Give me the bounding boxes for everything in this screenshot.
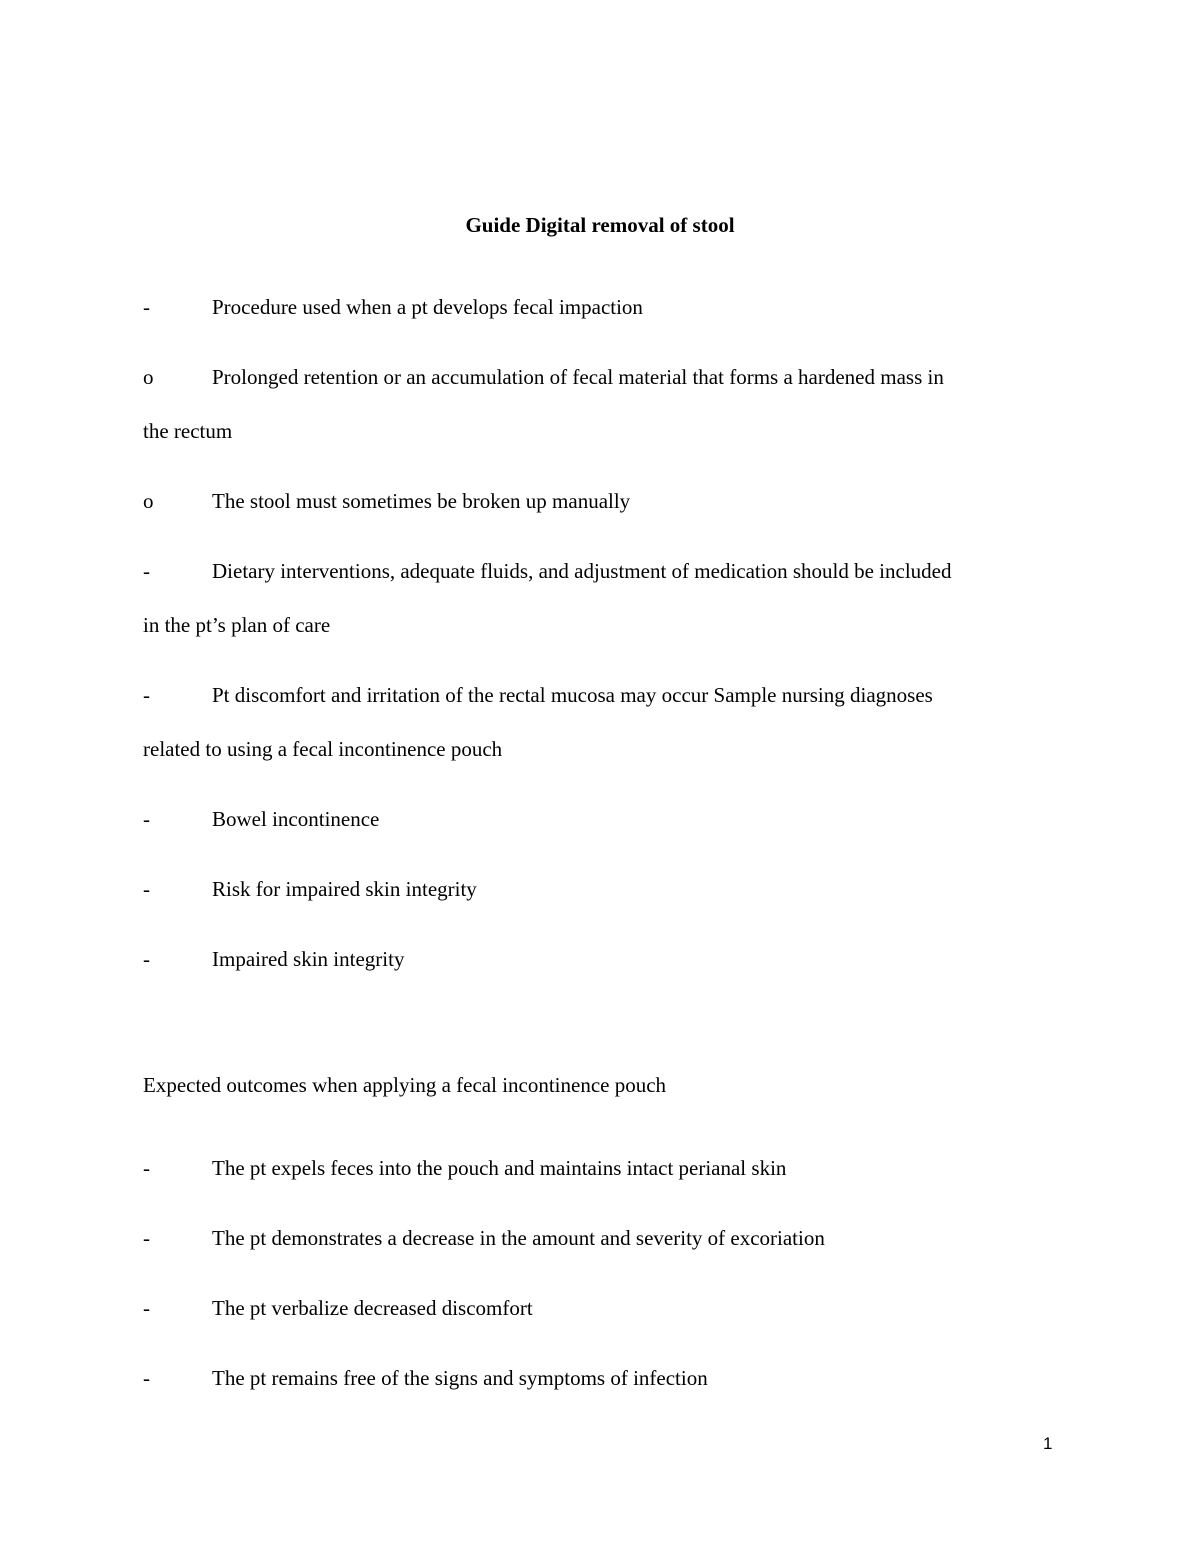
list-item-continuation (143, 404, 1053, 458)
section-2-list (143, 1141, 1053, 1405)
list-item-text: the rectum (143, 419, 233, 443)
list-item (143, 1211, 1053, 1265)
list-marker: - (143, 1156, 150, 1180)
list-item-continuation (143, 598, 1053, 652)
list-marker: o (143, 489, 154, 513)
list-item-text: Procedure used when a pt develops fecal impaction (212, 295, 643, 319)
list-item (143, 792, 1053, 846)
list-item (143, 932, 1053, 986)
list-item-text: The pt expels feces into the pouch and maintains intact perianal skin (212, 1156, 787, 1180)
list-item (143, 280, 1053, 334)
list-item (143, 350, 1053, 404)
section-1-list (143, 280, 1053, 986)
list-marker: - (143, 807, 150, 831)
list-item (143, 1281, 1053, 1335)
list-marker: - (143, 947, 150, 971)
document-title: Guide Digital removal of stool (465, 213, 735, 237)
list-item-text: Bowel incontinence (212, 807, 380, 831)
list-marker: - (143, 877, 150, 901)
page-number: 1 (1043, 1434, 1053, 1453)
list-item (143, 862, 1053, 916)
list-item-text: The pt remains free of the signs and symptoms of infection (212, 1366, 708, 1390)
list-item (143, 474, 1053, 528)
list-marker: - (143, 295, 150, 319)
list-item-text: Risk for impaired skin integrity (212, 877, 477, 901)
list-item-text: The pt verbalize decreased discomfort (212, 1296, 533, 1320)
list-item-text: related to using a fecal incontinence pouch (143, 737, 503, 761)
list-marker: - (143, 1296, 150, 1320)
list-item-text: Pt discomfort and irritation of the rectal mucosa may occur Sample nursing diagnoses (212, 683, 933, 707)
list-item-text: Prolonged retention or an accumulation of fecal material that forms a hardened mass in (212, 365, 944, 389)
section-2-heading: Expected outcomes when applying a fecal incontinence pouch (143, 1073, 667, 1097)
list-item-text: The pt demonstrates a decrease in the amount and severity of excoriation (212, 1226, 825, 1250)
list-marker: - (143, 559, 150, 583)
list-item (143, 668, 1053, 722)
list-item (143, 1141, 1053, 1195)
list-marker: - (143, 1226, 150, 1250)
list-item (143, 544, 1053, 598)
list-item-text: The stool must sometimes be broken up manually (212, 489, 631, 513)
list-item-text: in the pt’s plan of care (143, 613, 331, 637)
list-item-continuation (143, 722, 1053, 776)
list-marker: - (143, 1366, 150, 1390)
list-item-text: Dietary interventions, adequate fluids, and adjustment of medication should be included (212, 559, 952, 583)
list-marker: - (143, 683, 150, 707)
list-item-text: Impaired skin integrity (212, 947, 405, 971)
list-marker: o (143, 365, 154, 389)
list-item (143, 1351, 1053, 1405)
